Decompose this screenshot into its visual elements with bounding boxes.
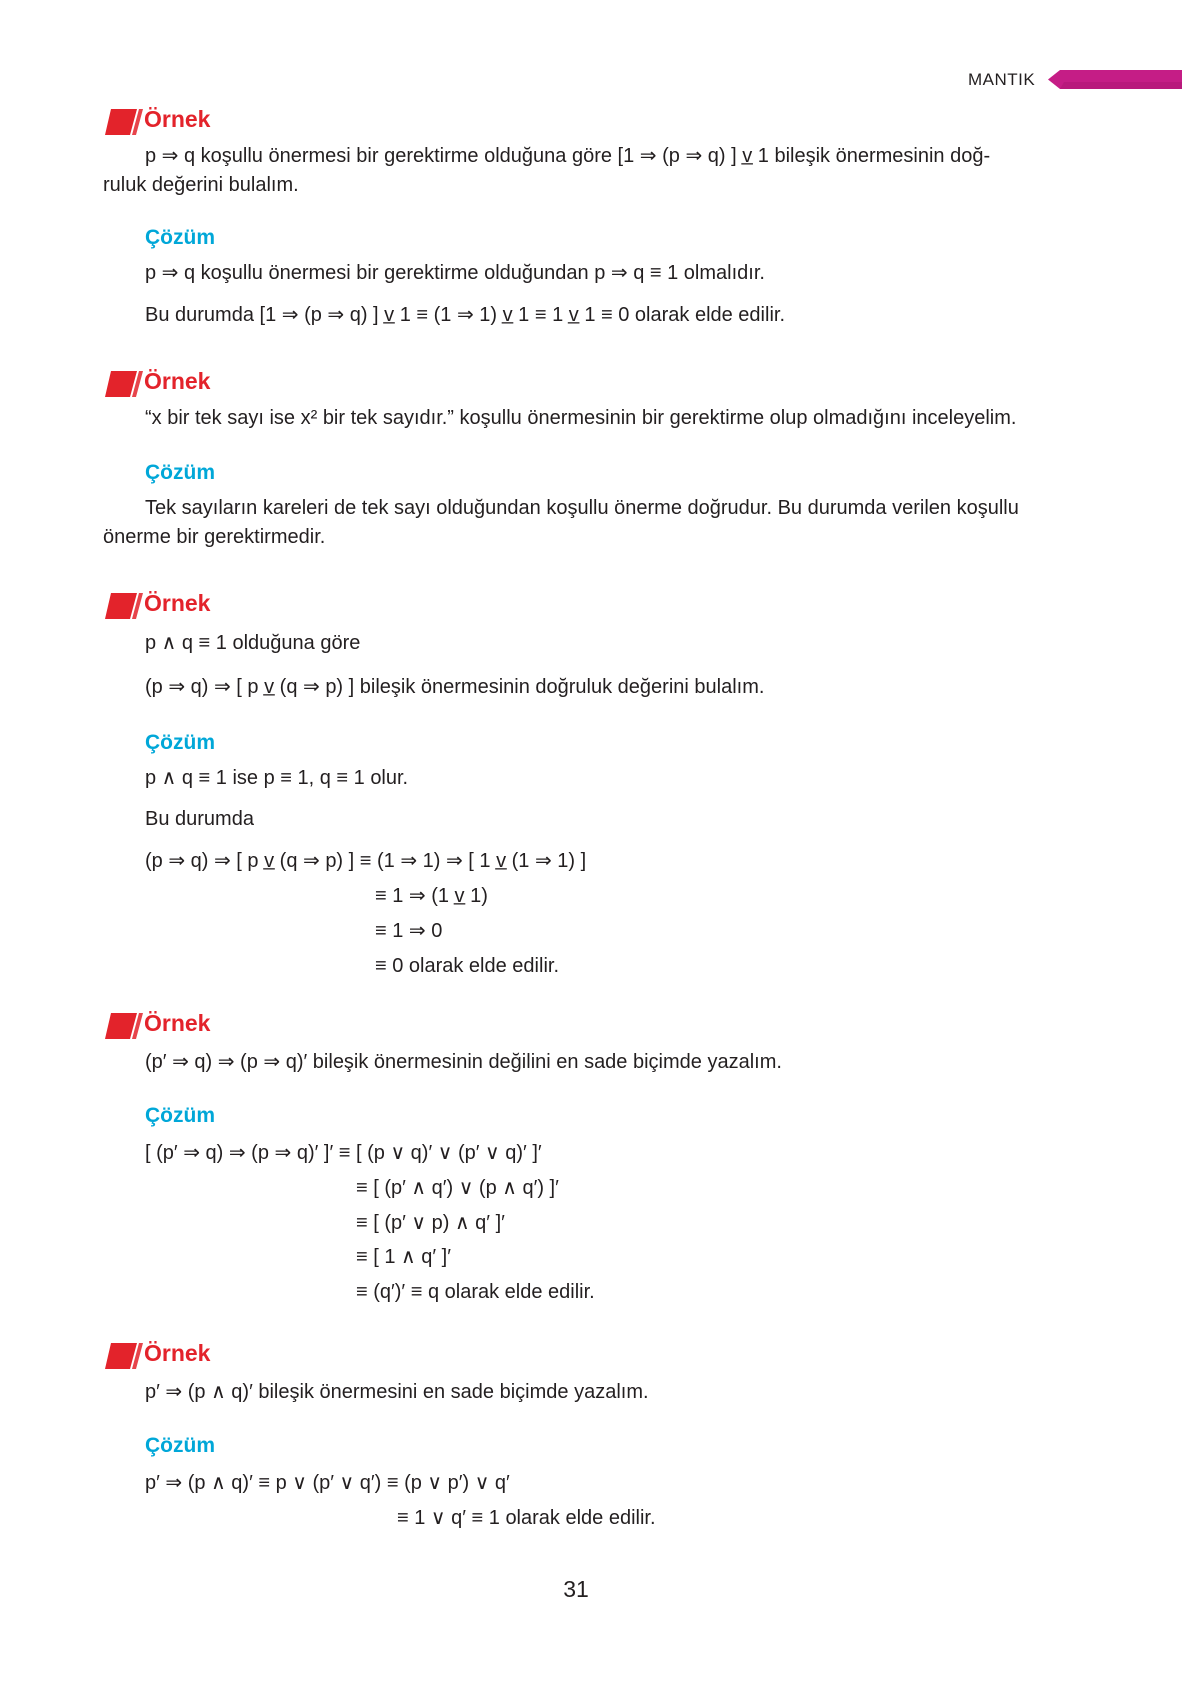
question-line: p ∧ q ≡ 1 olduğuna göre (145, 632, 361, 654)
solution-line: Bu durumda [1 ⇒ (p ⇒ q) ] v̲ 1 ≡ (1 ⇒ 1) v̲ 1 ≡ 1 v̲ 1 ≡ 0 olarak elde edilir. (145, 304, 785, 326)
example-icon (103, 1342, 145, 1370)
question-line: p ⇒ q koşullu önermesi bir gerektirme olduğuna göre [1 ⇒ (p ⇒ q) ] v̲ 1 bileşik önermesinin doğ- (145, 145, 991, 167)
solution-line: ≡ [ (p′ ∧ q′) ∨ (p ∧ q′) ]′ (356, 1177, 559, 1199)
question-line: “x bir tek sayı ise x² bir tek sayıdır.” koşullu önermesinin bir gerektirme olup olmadığını inceleyelim. (145, 407, 1017, 429)
example-icon (103, 592, 145, 620)
solution-line: ≡ 1 ∨ q′ ≡ 1 olarak elde edilir. (397, 1507, 656, 1529)
example-title: Örnek (144, 106, 211, 132)
solution-line: p ⇒ q koşullu önermesi bir gerektirme olduğundan p ⇒ q ≡ 1 olmalıdır. (145, 262, 765, 284)
solution-line: [ (p′ ⇒ q) ⇒ (p ⇒ q)′ ]′ ≡ [ (p ∨ q)′ ∨ (p′ ∨ q)′ ]′ (145, 1142, 542, 1164)
solution-line: Tek sayıların kareleri de tek sayı olduğundan koşullu önerme doğrudur. Bu durumda verilen koşullu (145, 497, 1019, 519)
chapter-tab-decoration (1048, 70, 1182, 89)
solution-line: Bu durumda (145, 808, 254, 830)
solution-line: ≡ [ 1 ∧ q′ ]′ (356, 1246, 451, 1268)
example-icon (103, 370, 145, 398)
solution-line: (p ⇒ q) ⇒ [ p v̲ (q ⇒ p) ] ≡ (1 ⇒ 1) ⇒ [ 1 v̲ (1 ⇒ 1) ] (145, 850, 587, 872)
question-line: ruluk değerini bulalım. (103, 174, 299, 196)
question-line: p′ ⇒ (p ∧ q)′ bileşik önermesini en sade biçimde yazalım. (145, 1381, 649, 1403)
solution-line: ≡ 1 ⇒ 0 (375, 920, 443, 942)
solution-title: Çözüm (145, 1434, 215, 1457)
example-title: Örnek (144, 1010, 211, 1036)
solution-line: ≡ (q′)′ ≡ q olarak elde edilir. (356, 1281, 595, 1303)
solution-line: p ∧ q ≡ 1 ise p ≡ 1, q ≡ 1 olur. (145, 767, 409, 789)
solution-title: Çözüm (145, 1104, 215, 1127)
page-number: 31 (563, 1576, 589, 1602)
example-icon (103, 1012, 145, 1040)
solution-line: p′ ⇒ (p ∧ q)′ ≡ p ∨ (p′ ∨ q′) ≡ (p ∨ p′) ∨ q′ (145, 1472, 510, 1494)
solution-line: önerme bir gerektirmedir. (103, 526, 326, 548)
question-line: (p ⇒ q) ⇒ [ p v̲ (q ⇒ p) ] bileşik önermesinin doğruluk değerini bulalım. (145, 676, 765, 698)
solution-line: ≡ 0 olarak elde edilir. (375, 955, 559, 977)
solution-line: ≡ 1 ⇒ (1 v̲ 1) (375, 885, 488, 907)
solution-title: Çözüm (145, 226, 215, 249)
example-title: Örnek (144, 590, 211, 616)
question-line: (p′ ⇒ q) ⇒ (p ⇒ q)′ bileşik önermesinin değilini en sade biçimde yazalım. (145, 1051, 782, 1073)
chapter-title: MANTIK (968, 70, 1036, 89)
solution-title: Çözüm (145, 731, 215, 754)
example-icon (103, 108, 145, 136)
solution-line: ≡ [ (p′ ∨ p) ∧ q′ ]′ (356, 1212, 505, 1234)
solution-title: Çözüm (145, 461, 215, 484)
example-title: Örnek (144, 368, 211, 394)
example-title: Örnek (144, 1340, 211, 1366)
